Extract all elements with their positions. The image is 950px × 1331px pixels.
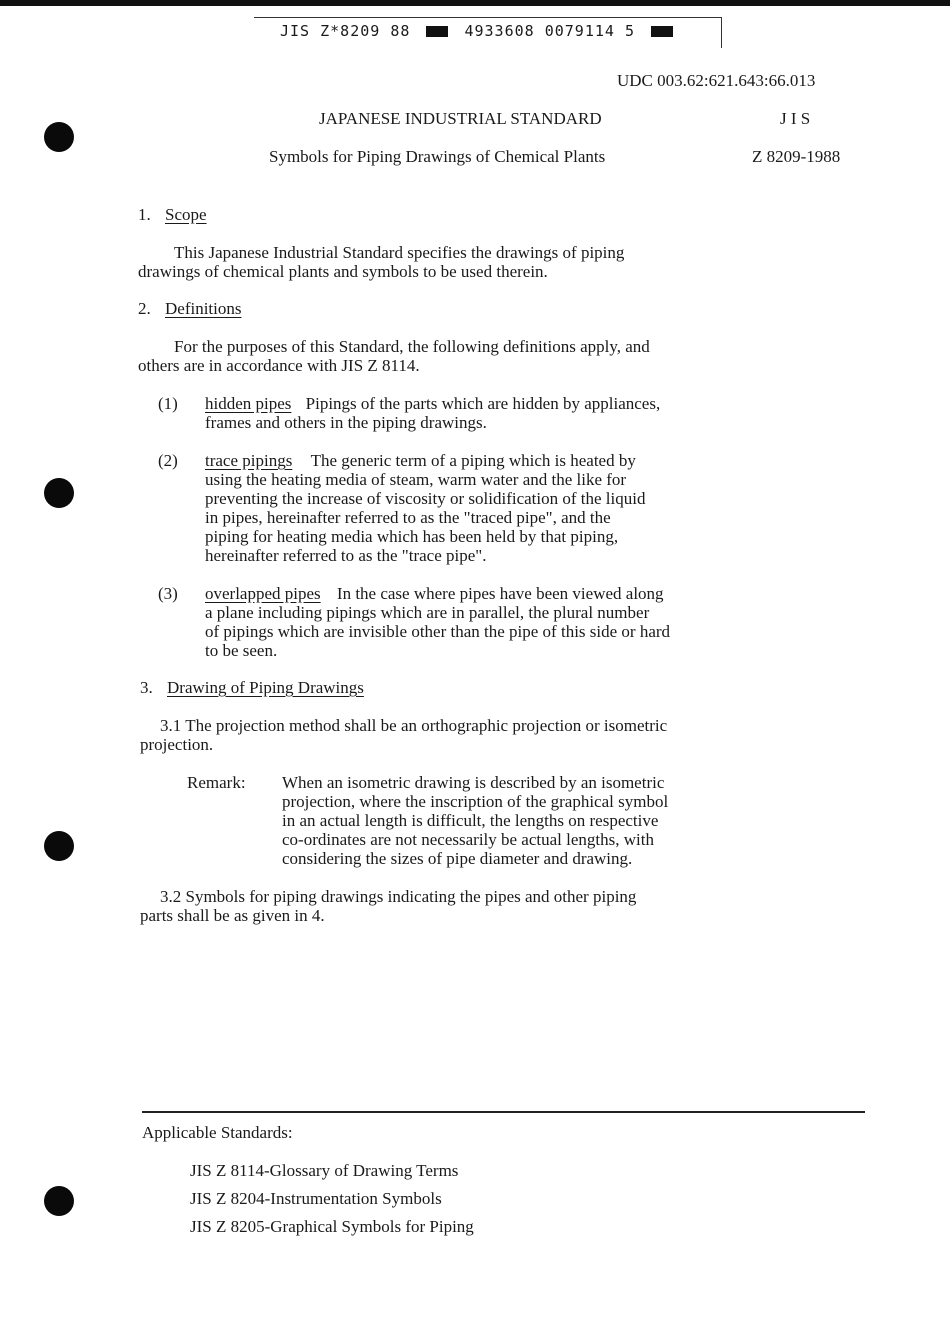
- paragraph-line: projection, where the inscription of the graphical symbol: [282, 792, 669, 811]
- udc-code: UDC 003.62:621.643:66.013: [617, 71, 816, 90]
- paragraph-line: 3.2 Symbols for piping drawings indicating the pipes and other piping: [160, 887, 637, 906]
- definition-term: hidden pipes: [205, 394, 292, 413]
- paragraph-line: in pipes, hereinafter referred to as the "traced pipe", and the: [205, 508, 611, 527]
- applicable-standards-title: Applicable Standards:: [142, 1123, 293, 1142]
- paragraph-line: co-ordinates are not necessarily be actual lengths, with: [282, 830, 654, 849]
- definition-term: trace pipings: [205, 451, 293, 470]
- paragraph-line: of pipings which are invisible other than the pipe of this side or hard: [205, 622, 671, 641]
- section-number: 2.: [138, 299, 151, 318]
- remark-label: Remark:: [187, 773, 246, 792]
- paragraph-line: 3.1 The projection method shall be an orthographic projection or isometric: [160, 716, 668, 735]
- section-number: 1.: [138, 205, 151, 224]
- paragraph-line: piping for heating media which has been held by that piping,: [205, 527, 619, 546]
- definition-term: overlapped pipes: [205, 584, 321, 603]
- paragraph-line: frames and others in the piping drawings.: [205, 413, 487, 432]
- section-title: Drawing of Piping Drawings: [167, 678, 364, 697]
- paragraph-line: to be seen.: [205, 641, 278, 660]
- section-number: 3.: [140, 678, 153, 697]
- paragraph-line: drawings of chemical plants and symbols to be used therein.: [138, 262, 548, 281]
- definition-item: trace pipings The generic term of a piping which is heated by: [205, 451, 636, 470]
- paragraph-line: others are in accordance with JIS Z 8114.: [138, 356, 420, 375]
- section-title: Definitions: [165, 299, 242, 318]
- definition-item: overlapped pipes In the case where pipes have been viewed along: [205, 584, 664, 603]
- standard-title: Symbols for Piping Drawings of Chemical Plants: [269, 147, 606, 166]
- section-heading: [138, 205, 207, 225]
- applicable-standard-item: JIS Z 8205-Graphical Symbols for Piping: [190, 1217, 474, 1236]
- header-code-line: [280, 22, 679, 40]
- standard-number: Z 8209-1988: [752, 147, 841, 166]
- section-heading: [140, 678, 364, 698]
- definition-number: (2): [158, 451, 178, 470]
- organization-title: JAPANESE INDUSTRIAL STANDARD: [319, 109, 602, 128]
- paragraph-line: considering the sizes of pipe diameter and drawing.: [282, 849, 633, 868]
- applicable-standard-item: JIS Z 8114-Glossary of Drawing Terms: [190, 1161, 459, 1180]
- section-title: Scope: [165, 205, 207, 224]
- paragraph-line: in an actual length is difficult, the lengths on respective: [282, 811, 659, 830]
- definition-number: (3): [158, 584, 178, 603]
- paragraph-line: using the heating media of steam, warm water and the like for: [205, 470, 627, 489]
- redaction-block: [651, 26, 673, 37]
- paragraph-line: preventing the increase of viscosity or solidification of the liquid: [205, 489, 646, 508]
- punch-hole: [44, 831, 74, 861]
- paragraph-line: For the purposes of this Standard, the following definitions apply, and: [174, 337, 650, 356]
- footer-divider: [142, 1111, 865, 1113]
- jis-label: J I S: [780, 109, 811, 128]
- paragraph-line: hereinafter referred to as the "trace pipe".: [205, 546, 487, 565]
- definition-item: hidden pipes Pipings of the parts which are hidden by appliances,: [205, 394, 661, 413]
- applicable-standard-item: JIS Z 8204-Instrumentation Symbols: [190, 1189, 442, 1208]
- section-heading: [138, 299, 242, 319]
- redaction-block: [426, 26, 448, 37]
- punch-hole: [44, 478, 74, 508]
- punch-hole: [44, 1186, 74, 1216]
- paragraph-line: parts shall be as given in 4.: [140, 906, 325, 925]
- punch-hole: [44, 122, 74, 152]
- definition-number: (1): [158, 394, 178, 413]
- header-code-mid: 4933608 0079114 5: [464, 22, 635, 40]
- header-code-left: JIS Z*8209 88: [280, 22, 411, 40]
- paragraph-line: This Japanese Industrial Standard specifies the drawings of piping: [174, 243, 625, 262]
- paragraph-line: When an isometric drawing is described by an isometric: [282, 773, 665, 792]
- paragraph-line: projection.: [140, 735, 214, 754]
- scan-top-border: [0, 0, 950, 6]
- paragraph-line: a plane including pipings which are in parallel, the plural number: [205, 603, 650, 622]
